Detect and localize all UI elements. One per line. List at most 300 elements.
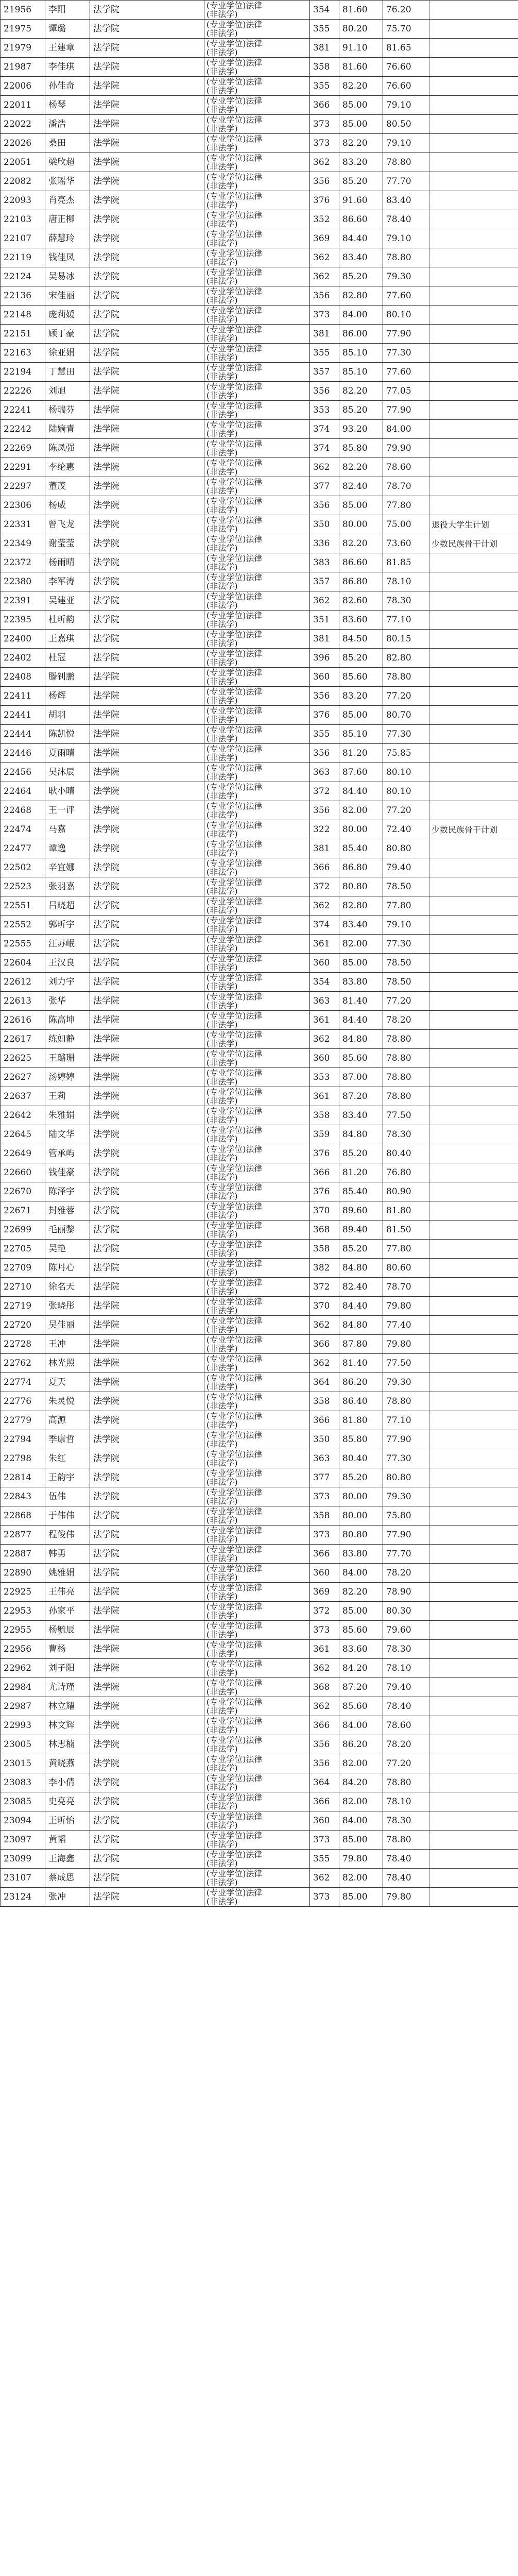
table-row xyxy=(1,1316,518,1335)
table-row xyxy=(1,496,518,515)
table-row xyxy=(1,1697,518,1716)
department-cell: 法学院 xyxy=(90,725,204,744)
candidate-id-cell: 22604 xyxy=(1,954,45,973)
table-row xyxy=(1,858,518,877)
note-cell xyxy=(429,420,518,439)
exam-score-cell: 352 xyxy=(310,210,339,229)
table-row xyxy=(1,1373,518,1392)
table-row xyxy=(1,1888,518,1907)
note-cell xyxy=(429,1602,518,1621)
total-score-cell: 79.40 xyxy=(383,858,429,877)
exam-score-cell: 362 xyxy=(310,591,339,611)
candidate-id-cell: 22241 xyxy=(1,401,45,420)
table-row xyxy=(1,1468,518,1487)
candidate-id-cell: 22124 xyxy=(1,267,45,286)
major-cell: (专业学位)法律 (非法学) xyxy=(204,248,310,267)
note-cell xyxy=(429,1449,518,1468)
exam-score-cell: 363 xyxy=(310,992,339,1011)
note-cell xyxy=(429,39,518,58)
major-cell: (专业学位)法律 (非法学) xyxy=(204,1792,310,1811)
interview-score-cell: 82.00 xyxy=(339,1792,383,1811)
table-row xyxy=(1,1087,518,1106)
note-cell xyxy=(429,210,518,229)
interview-score-cell: 80.00 xyxy=(339,820,383,839)
exam-score-cell: 372 xyxy=(310,782,339,801)
note-cell xyxy=(429,363,518,382)
note-cell xyxy=(429,1163,518,1182)
major-cell: (专业学位)法律 (非法学) xyxy=(204,458,310,477)
interview-score-cell: 85.60 xyxy=(339,1621,383,1640)
department-cell: 法学院 xyxy=(90,1621,204,1640)
note-cell xyxy=(429,77,518,96)
name-cell: 汤婷婷 xyxy=(45,1068,90,1087)
note-cell xyxy=(429,1468,518,1487)
department-cell: 法学院 xyxy=(90,1354,204,1373)
exam-score-cell: 373 xyxy=(310,1831,339,1850)
candidate-id-cell: 21956 xyxy=(1,1,45,20)
total-score-cell: 81.65 xyxy=(383,39,429,58)
candidate-id-cell: 22616 xyxy=(1,1011,45,1030)
total-score-cell: 79.40 xyxy=(383,1678,429,1697)
candidate-id-cell: 22523 xyxy=(1,877,45,896)
table-row xyxy=(1,839,518,858)
name-cell: 林立耀 xyxy=(45,1697,90,1716)
table-row xyxy=(1,344,518,363)
name-cell: 伍伟 xyxy=(45,1487,90,1506)
total-score-cell: 80.50 xyxy=(383,115,429,134)
candidate-id-cell: 21979 xyxy=(1,39,45,58)
major-cell: (专业学位)法律 (非法学) xyxy=(204,286,310,306)
note-cell xyxy=(429,744,518,763)
note-cell xyxy=(429,1259,518,1278)
interview-score-cell: 85.00 xyxy=(339,496,383,515)
note-cell xyxy=(429,1278,518,1297)
interview-score-cell: 91.60 xyxy=(339,191,383,210)
exam-score-cell: 357 xyxy=(310,363,339,382)
exam-score-cell: 361 xyxy=(310,1640,339,1659)
department-cell: 法学院 xyxy=(90,935,204,954)
department-cell: 法学院 xyxy=(90,1678,204,1697)
interview-score-cell: 82.20 xyxy=(339,382,383,401)
name-cell: 谭璐 xyxy=(45,20,90,39)
total-score-cell: 78.40 xyxy=(383,1697,429,1716)
candidate-id-cell: 22984 xyxy=(1,1678,45,1697)
note-cell xyxy=(429,572,518,591)
department-cell: 法学院 xyxy=(90,1411,204,1430)
table-row xyxy=(1,1068,518,1087)
name-cell: 桑田 xyxy=(45,134,90,153)
candidate-id-cell: 22148 xyxy=(1,306,45,325)
note-cell xyxy=(429,1697,518,1716)
note-cell xyxy=(429,1754,518,1773)
candidate-id-cell: 22464 xyxy=(1,782,45,801)
major-cell: (专业学位)法律 (非法学) xyxy=(204,96,310,115)
candidate-id-cell: 22474 xyxy=(1,820,45,839)
note-cell xyxy=(429,935,518,954)
major-cell: (专业学位)法律 (非法学) xyxy=(204,1106,310,1125)
exam-score-cell: 366 xyxy=(310,1163,339,1182)
department-cell: 法学院 xyxy=(90,229,204,248)
exam-score-cell: 363 xyxy=(310,763,339,782)
interview-score-cell: 85.20 xyxy=(339,1468,383,1487)
exam-score-cell: 366 xyxy=(310,1411,339,1430)
candidate-id-cell: 22456 xyxy=(1,763,45,782)
note-cell xyxy=(429,96,518,115)
name-cell: 张羽嘉 xyxy=(45,877,90,896)
department-cell: 法学院 xyxy=(90,1068,204,1087)
exam-score-cell: 373 xyxy=(310,1526,339,1545)
note-cell xyxy=(429,1049,518,1068)
table-row xyxy=(1,267,518,286)
major-cell: (专业学位)法律 (非法学) xyxy=(204,763,310,782)
table-row xyxy=(1,1869,518,1888)
major-cell: (专业学位)法律 (非法学) xyxy=(204,1545,310,1564)
exam-score-cell: 373 xyxy=(310,115,339,134)
candidate-id-cell: 22269 xyxy=(1,439,45,458)
table-row xyxy=(1,1545,518,1564)
interview-score-cell: 82.20 xyxy=(339,458,383,477)
total-score-cell: 78.30 xyxy=(383,591,429,611)
interview-score-cell: 86.20 xyxy=(339,1373,383,1392)
table-row xyxy=(1,1850,518,1869)
exam-score-cell: 362 xyxy=(310,1316,339,1335)
candidate-id-cell: 22925 xyxy=(1,1583,45,1602)
major-cell: (专业学位)法律 (非法学) xyxy=(204,687,310,706)
name-cell: 钱佳凤 xyxy=(45,248,90,267)
total-score-cell: 78.60 xyxy=(383,1716,429,1735)
major-cell: (专业学位)法律 (非法学) xyxy=(204,1487,310,1506)
table-row xyxy=(1,153,518,172)
table-row xyxy=(1,763,518,782)
major-cell: (专业学位)法律 (非法学) xyxy=(204,1,310,20)
name-cell: 夏雨晴 xyxy=(45,744,90,763)
exam-score-cell: 396 xyxy=(310,649,339,668)
total-score-cell: 77.30 xyxy=(383,344,429,363)
name-cell: 朱灵悦 xyxy=(45,1392,90,1411)
major-cell: (专业学位)法律 (非法学) xyxy=(204,58,310,77)
major-cell: (专业学位)法律 (非法学) xyxy=(204,725,310,744)
total-score-cell: 77.20 xyxy=(383,1754,429,1773)
exam-score-cell: 362 xyxy=(310,1354,339,1373)
name-cell: 姚雅娟 xyxy=(45,1564,90,1583)
total-score-cell: 78.40 xyxy=(383,1850,429,1869)
major-cell: (专业学位)法律 (非法学) xyxy=(204,210,310,229)
candidate-id-cell: 22774 xyxy=(1,1373,45,1392)
name-cell: 史亮亮 xyxy=(45,1792,90,1811)
total-score-cell: 78.20 xyxy=(383,1735,429,1754)
exam-score-cell: 373 xyxy=(310,134,339,153)
note-cell xyxy=(429,916,518,935)
total-score-cell: 79.10 xyxy=(383,134,429,153)
exam-score-cell: 374 xyxy=(310,420,339,439)
department-cell: 法学院 xyxy=(90,172,204,191)
major-cell: (专业学位)法律 (非法学) xyxy=(204,1869,310,1888)
interview-score-cell: 84.00 xyxy=(339,1716,383,1735)
note-cell xyxy=(429,267,518,286)
department-cell: 法学院 xyxy=(90,477,204,496)
table-row xyxy=(1,649,518,668)
total-score-cell: 78.70 xyxy=(383,477,429,496)
exam-score-cell: 357 xyxy=(310,572,339,591)
name-cell: 肖亮杰 xyxy=(45,191,90,210)
candidate-id-cell: 22814 xyxy=(1,1468,45,1487)
department-cell: 法学院 xyxy=(90,553,204,572)
name-cell: 黄晓燕 xyxy=(45,1754,90,1773)
department-cell: 法学院 xyxy=(90,1735,204,1754)
name-cell: 郭昕宇 xyxy=(45,916,90,935)
total-score-cell: 77.30 xyxy=(383,935,429,954)
candidate-id-cell: 22645 xyxy=(1,1125,45,1144)
interview-score-cell: 85.00 xyxy=(339,1831,383,1850)
exam-score-cell: 374 xyxy=(310,439,339,458)
major-cell: (专业学位)法律 (非法学) xyxy=(204,877,310,896)
exam-score-cell: 362 xyxy=(310,248,339,267)
interview-score-cell: 86.00 xyxy=(339,325,383,344)
candidate-id-cell: 22006 xyxy=(1,77,45,96)
name-cell: 杨瑞芬 xyxy=(45,401,90,420)
department-cell: 法学院 xyxy=(90,77,204,96)
exam-score-cell: 376 xyxy=(310,191,339,210)
total-score-cell: 78.70 xyxy=(383,1278,429,1297)
department-cell: 法学院 xyxy=(90,687,204,706)
name-cell: 王海鑫 xyxy=(45,1850,90,1869)
note-cell xyxy=(429,591,518,611)
total-score-cell: 73.60 xyxy=(383,534,429,553)
total-score-cell: 79.80 xyxy=(383,1297,429,1316)
note-cell xyxy=(429,611,518,630)
candidate-id-cell: 21987 xyxy=(1,58,45,77)
major-cell: (专业学位)法律 (非法学) xyxy=(204,1163,310,1182)
exam-score-cell: 353 xyxy=(310,401,339,420)
exam-score-cell: 358 xyxy=(310,1106,339,1125)
exam-score-cell: 364 xyxy=(310,1373,339,1392)
candidate-id-cell: 22637 xyxy=(1,1087,45,1106)
name-cell: 管承屿 xyxy=(45,1144,90,1163)
department-cell: 法学院 xyxy=(90,382,204,401)
department-cell: 法学院 xyxy=(90,801,204,820)
candidate-id-cell: 22402 xyxy=(1,649,45,668)
total-score-cell: 78.60 xyxy=(383,458,429,477)
major-cell: (专业学位)法律 (非法学) xyxy=(204,344,310,363)
name-cell: 高源 xyxy=(45,1411,90,1430)
candidate-id-cell: 22163 xyxy=(1,344,45,363)
candidate-id-cell: 22552 xyxy=(1,916,45,935)
table-row xyxy=(1,115,518,134)
candidate-id-cell: 23094 xyxy=(1,1811,45,1831)
table-row xyxy=(1,477,518,496)
department-cell: 法学院 xyxy=(90,839,204,858)
interview-score-cell: 85.40 xyxy=(339,1182,383,1201)
interview-score-cell: 86.80 xyxy=(339,858,383,877)
exam-score-cell: 377 xyxy=(310,1468,339,1487)
major-cell: (专业学位)法律 (非法学) xyxy=(204,1621,310,1640)
note-cell xyxy=(429,1869,518,1888)
department-cell: 法学院 xyxy=(90,58,204,77)
note-cell xyxy=(429,401,518,420)
department-cell: 法学院 xyxy=(90,1087,204,1106)
total-score-cell: 80.15 xyxy=(383,630,429,649)
name-cell: 王一评 xyxy=(45,801,90,820)
interview-score-cell: 85.20 xyxy=(339,649,383,668)
department-cell: 法学院 xyxy=(90,1240,204,1259)
name-cell: 杨琴 xyxy=(45,96,90,115)
total-score-cell: 78.10 xyxy=(383,1659,429,1678)
major-cell: (专业学位)法律 (非法学) xyxy=(204,172,310,191)
major-cell: (专业学位)法律 (非法学) xyxy=(204,1144,310,1163)
name-cell: 曹杨 xyxy=(45,1640,90,1659)
name-cell: 胡羽 xyxy=(45,706,90,725)
interview-score-cell: 86.80 xyxy=(339,572,383,591)
total-score-cell: 77.90 xyxy=(383,1526,429,1545)
interview-score-cell: 84.20 xyxy=(339,1773,383,1792)
major-cell: (专业学位)法律 (非法学) xyxy=(204,1583,310,1602)
total-score-cell: 78.80 xyxy=(383,1392,429,1411)
name-cell: 毛丽黎 xyxy=(45,1221,90,1240)
exam-score-cell: 370 xyxy=(310,1201,339,1221)
department-cell: 法学院 xyxy=(90,401,204,420)
department-cell: 法学院 xyxy=(90,1602,204,1621)
exam-score-cell: 376 xyxy=(310,1182,339,1201)
department-cell: 法学院 xyxy=(90,992,204,1011)
total-score-cell: 77.60 xyxy=(383,286,429,306)
department-cell: 法学院 xyxy=(90,1182,204,1201)
candidate-id-cell: 22642 xyxy=(1,1106,45,1125)
total-score-cell: 77.80 xyxy=(383,496,429,515)
candidate-id-cell: 22890 xyxy=(1,1564,45,1583)
department-cell: 法学院 xyxy=(90,1144,204,1163)
department-cell: 法学院 xyxy=(90,1640,204,1659)
major-cell: (专业学位)法律 (非法学) xyxy=(204,20,310,39)
exam-score-cell: 373 xyxy=(310,1487,339,1506)
exam-score-cell: 359 xyxy=(310,1125,339,1144)
total-score-cell: 75.80 xyxy=(383,1506,429,1526)
major-cell: (专业学位)法律 (非法学) xyxy=(204,1430,310,1449)
table-row xyxy=(1,20,518,39)
major-cell: (专业学位)法律 (非法学) xyxy=(204,1468,310,1487)
note-cell xyxy=(429,1373,518,1392)
name-cell: 杜冠 xyxy=(45,649,90,668)
name-cell: 谢莹莹 xyxy=(45,534,90,553)
department-cell: 法学院 xyxy=(90,1049,204,1068)
exam-score-cell: 362 xyxy=(310,896,339,916)
interview-score-cell: 83.60 xyxy=(339,1640,383,1659)
exam-score-cell: 354 xyxy=(310,973,339,992)
table-row xyxy=(1,1182,518,1201)
exam-score-cell: 356 xyxy=(310,1735,339,1754)
exam-score-cell: 360 xyxy=(310,668,339,687)
table-row xyxy=(1,630,518,649)
name-cell: 王伟亮 xyxy=(45,1583,90,1602)
major-cell: (专业学位)法律 (非法学) xyxy=(204,134,310,153)
name-cell: 朱红 xyxy=(45,1449,90,1468)
interview-score-cell: 84.80 xyxy=(339,1030,383,1049)
department-cell: 法学院 xyxy=(90,954,204,973)
candidate-id-cell: 21975 xyxy=(1,20,45,39)
major-cell: (专业学位)法律 (非法学) xyxy=(204,1259,310,1278)
interview-score-cell: 85.60 xyxy=(339,668,383,687)
interview-score-cell: 82.60 xyxy=(339,591,383,611)
table-row xyxy=(1,325,518,344)
name-cell: 张冲 xyxy=(45,1888,90,1907)
interview-score-cell: 85.10 xyxy=(339,344,383,363)
major-cell: (专业学位)法律 (非法学) xyxy=(204,1354,310,1373)
candidate-id-cell: 22877 xyxy=(1,1526,45,1545)
interview-score-cell: 82.20 xyxy=(339,534,383,553)
total-score-cell: 78.40 xyxy=(383,210,429,229)
department-cell: 法学院 xyxy=(90,1792,204,1811)
major-cell: (专业学位)法律 (非法学) xyxy=(204,591,310,611)
department-cell: 法学院 xyxy=(90,1373,204,1392)
major-cell: (专业学位)法律 (非法学) xyxy=(204,572,310,591)
total-score-cell: 79.90 xyxy=(383,439,429,458)
major-cell: (专业学位)法律 (非法学) xyxy=(204,115,310,134)
major-cell: (专业学位)法律 (非法学) xyxy=(204,1602,310,1621)
exam-score-cell: 368 xyxy=(310,1678,339,1697)
major-cell: (专业学位)法律 (非法学) xyxy=(204,782,310,801)
major-cell: (专业学位)法律 (非法学) xyxy=(204,1240,310,1259)
exam-score-cell: 366 xyxy=(310,1335,339,1354)
candidate-id-cell: 22555 xyxy=(1,935,45,954)
name-cell: 辛宜娜 xyxy=(45,858,90,877)
interview-score-cell: 81.40 xyxy=(339,992,383,1011)
exam-score-cell: 373 xyxy=(310,306,339,325)
candidate-id-cell: 23099 xyxy=(1,1850,45,1869)
name-cell: 夏天 xyxy=(45,1373,90,1392)
note-cell xyxy=(429,1240,518,1259)
table-row xyxy=(1,935,518,954)
name-cell: 张晓彤 xyxy=(45,1297,90,1316)
department-cell: 法学院 xyxy=(90,1297,204,1316)
name-cell: 张华 xyxy=(45,992,90,1011)
name-cell: 林文辉 xyxy=(45,1716,90,1735)
department-cell: 法学院 xyxy=(90,1773,204,1792)
note-cell xyxy=(429,1773,518,1792)
total-score-cell: 77.70 xyxy=(383,1545,429,1564)
department-cell: 法学院 xyxy=(90,1011,204,1030)
total-score-cell: 75.00 xyxy=(383,515,429,534)
total-score-cell: 81.50 xyxy=(383,1221,429,1240)
interview-score-cell: 81.60 xyxy=(339,1,383,20)
major-cell: (专业学位)法律 (非法学) xyxy=(204,1182,310,1201)
interview-score-cell: 82.00 xyxy=(339,935,383,954)
note-cell xyxy=(429,1850,518,1869)
major-cell: (专业学位)法律 (非法学) xyxy=(204,1773,310,1792)
major-cell: (专业学位)法律 (非法学) xyxy=(204,477,310,496)
exam-score-cell: 362 xyxy=(310,267,339,286)
candidate-id-cell: 22306 xyxy=(1,496,45,515)
department-cell: 法学院 xyxy=(90,782,204,801)
department-cell: 法学院 xyxy=(90,611,204,630)
major-cell: (专业学位)法律 (非法学) xyxy=(204,439,310,458)
note-cell xyxy=(429,1888,518,1907)
interview-score-cell: 85.10 xyxy=(339,363,383,382)
candidate-id-cell: 22987 xyxy=(1,1697,45,1716)
name-cell: 王莉 xyxy=(45,1087,90,1106)
interview-score-cell: 83.40 xyxy=(339,916,383,935)
name-cell: 吴易冰 xyxy=(45,267,90,286)
exam-score-cell: 355 xyxy=(310,77,339,96)
name-cell: 汪苏岷 xyxy=(45,935,90,954)
department-cell: 法学院 xyxy=(90,344,204,363)
department-cell: 法学院 xyxy=(90,1659,204,1678)
interview-score-cell: 82.40 xyxy=(339,1278,383,1297)
department-cell: 法学院 xyxy=(90,1831,204,1850)
exam-score-cell: 376 xyxy=(310,706,339,725)
note-cell xyxy=(429,1087,518,1106)
note-cell xyxy=(429,973,518,992)
exam-score-cell: 381 xyxy=(310,39,339,58)
name-cell: 谭逸 xyxy=(45,839,90,858)
